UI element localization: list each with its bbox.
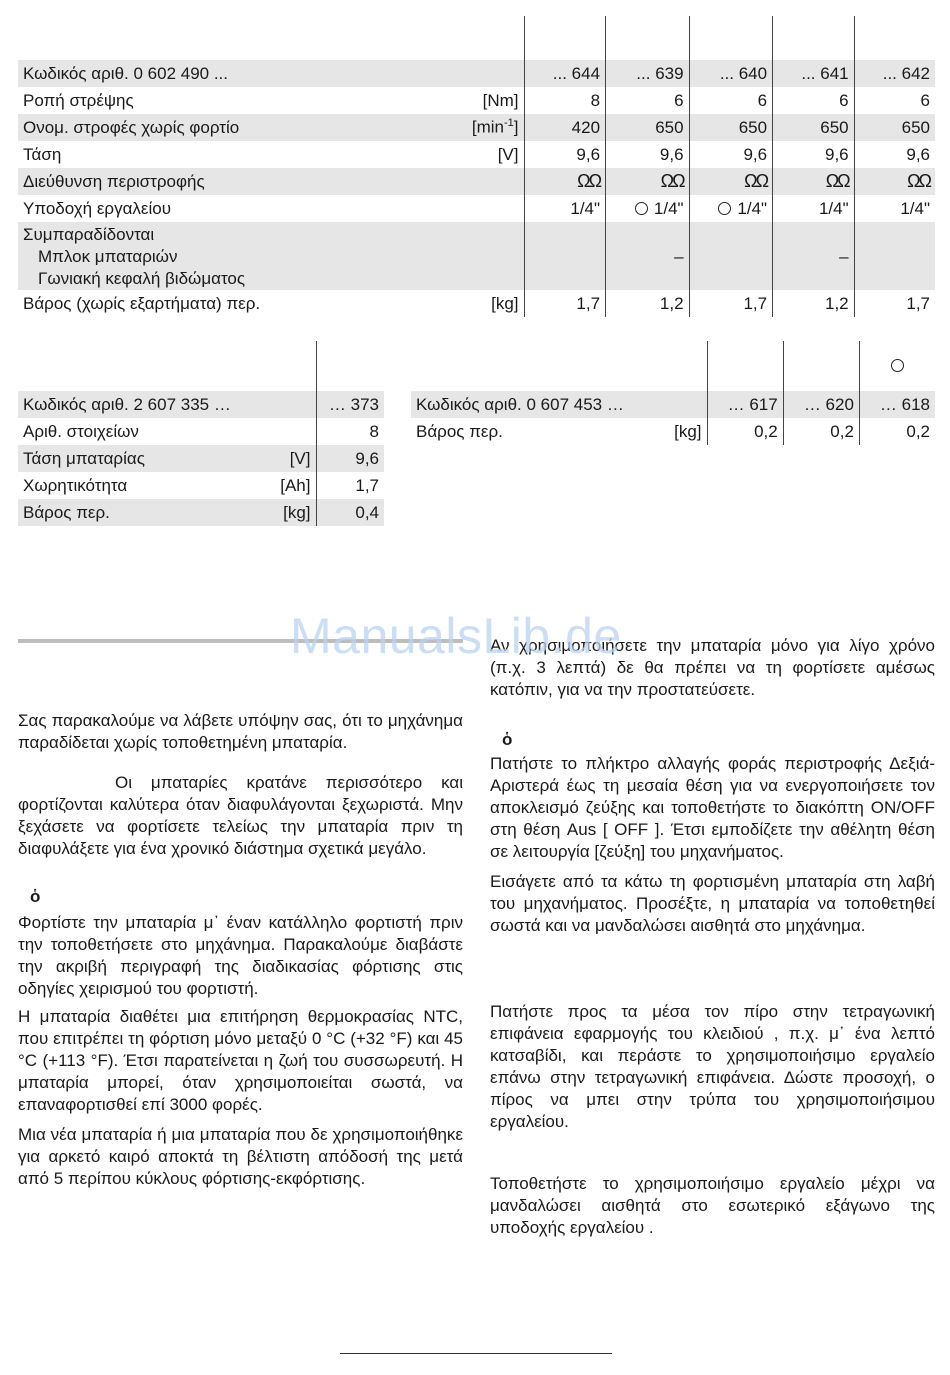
battery-label: Τάση μπαταρίας xyxy=(18,445,270,472)
angle-head-unit xyxy=(655,391,707,418)
spec-label: Κωδικός αριθ. 0 602 490 ... xyxy=(18,60,448,87)
spec-value: ... 639 xyxy=(606,60,690,87)
spec-value: 650 xyxy=(773,114,855,141)
spec-value: 1/4" xyxy=(737,198,768,218)
spec-unit xyxy=(448,222,524,290)
spec-unit: [V] xyxy=(497,144,519,164)
paragraph: Εισάγετε από τα κάτω τη φορτισμένη μπαταρία στη λαβή του μηχανήματος. Προσέξτε, η μπαταρία να τοποθετηθεί σωστά και να μανδαλώσει αισθητά στο μηχάνημα. xyxy=(490,872,935,935)
left-column xyxy=(18,710,463,1190)
rotation-direction-icon: ΩΩ xyxy=(825,171,849,191)
angle-head-label: Βάρος περ. xyxy=(416,421,503,441)
spec-value: 1,7 xyxy=(689,290,773,317)
paragraph: Μια νέα μπαταρία ή μια μπαταρία που δε χρησιμοποιήθηκε για αρκετό καιρό αποκτά τη βέλτιστη απόδοσή της μετά από 5 περίπου κύκλους φόρτισης-εκφόρτισης. xyxy=(18,1125,463,1188)
paragraph: Τοποθετήστε το χρησιμοποιήσιμο εργαλείο μέχρι να μανδαλώσει αισθητά στο εσωτερικό εξάγωνο της υποδοχής εργαλείου . xyxy=(490,1174,935,1237)
spec-row-tool-holder xyxy=(18,195,935,222)
spec-sublabel: Μπλοκ μπαταριών xyxy=(38,247,178,266)
battery-row xyxy=(18,499,384,526)
section-mark: ὁ xyxy=(502,730,513,749)
spec-value: 650 xyxy=(689,114,773,141)
angle-head-value: 0,2 xyxy=(859,418,935,445)
spec-value: 1/4" xyxy=(773,195,855,222)
spec-value: 1,7 xyxy=(524,290,606,317)
rotation-direction-icon: ΩΩ xyxy=(660,171,684,191)
paragraph: Οι μπαταρίες κρατάνε περισσότερο και φορτίζονται καλύτερα όταν διαφυλάγονται ξεχωριστά. Μην ξεχάσετε να φορτίσετε τελείως την μπαταρία πριν τη διαφυλάξετε για ένα χρονικό διάστημα σχετικά μεγάλο. xyxy=(18,773,463,858)
paragraph: Πατήστε προς τα μέσα τον πίρο στην τετραγωνική επιφάνεια εφαρμογής του κλειδιού , π.χ. μ᾽ ένα λεπτό κατσαβίδι, και περάστε το χρησιμοποιήσιμο εργαλείο επάνω στην τετραγωνική επιφάνεια. Δώστε προσοχή, ο πίρος να μπει στην τρύπα του χρησιμοποιήσιμου εργαλείου. xyxy=(490,1002,935,1131)
spec-label: Τάση xyxy=(23,144,62,164)
specifications-table xyxy=(18,16,935,317)
spec-value: 1/4" xyxy=(854,195,935,222)
paragraph: Φορτίστε την μπαταρία μ᾽ έναν κατάλληλο φορτιστή πριν την τοποθετήσετε στο μηχάνημα. Παρακαλούμε διαβάστε την ακριβή περιγραφή της διαδικασίας φόρτισης στις οδηγίες χειρισμού του φορτιστή. xyxy=(18,913,463,998)
spec-unit xyxy=(448,195,524,222)
rotation-direction-icon: ΩΩ xyxy=(577,171,601,191)
spec-value: 650 xyxy=(606,114,690,141)
rotation-direction-icon: ΩΩ xyxy=(907,171,930,191)
angle-head-value: … 617 xyxy=(707,391,783,418)
section-mark: ὁ xyxy=(30,887,41,906)
spec-label: Συμπαραδίδονται xyxy=(23,225,155,244)
spec-value: 1/4" xyxy=(653,198,684,218)
angle-head-row xyxy=(411,391,935,418)
spec-label: Διεύθυνση περιστροφής xyxy=(18,168,448,195)
battery-unit: [V] xyxy=(270,445,316,472)
spec-value: 9,6 xyxy=(606,141,690,168)
angle-head-value: … 620 xyxy=(783,391,859,418)
right-column xyxy=(490,635,935,1239)
battery-value: 8 xyxy=(316,418,384,445)
paragraph: Σας παρακαλούμε να λάβετε υπόψην σας, ότι το μηχάνημα παραδίδεται χωρίς τοποθετημένη μπαταρία. xyxy=(18,711,463,752)
spec-value: ... 642 xyxy=(854,60,935,87)
battery-row xyxy=(18,445,384,472)
spec-unit: $[\min^{-1}]$ xyxy=(448,114,524,141)
paragraph: Πατήστε το πλήκτρο αλλαγής φοράς περιστροφής Δεξιά-Αριστερά έως τη μεσαία θέση για να ενεργοποιήσετε τον αποκλεισμό ζεύξης και τοποθετήστε το διακόπτη ON/OFF στη θέση Aus [ OFF ]. Έτσι εμποδίζετε την αθέλητη θέση σε λειτουργία [ζεύξη] του μηχανήματος. xyxy=(490,754,935,861)
battery-label: Χωρητικότητα xyxy=(23,475,128,495)
battery-value: 9,6 xyxy=(316,445,384,472)
angle-head-value: 0,2 xyxy=(707,418,783,445)
battery-row xyxy=(18,418,384,445)
spec-value: 650 xyxy=(854,114,935,141)
battery-label: Βάρος περ. xyxy=(18,499,270,526)
spec-label: Ροπή στρέψης xyxy=(23,90,134,110)
spec-value: – xyxy=(606,222,690,290)
battery-row xyxy=(18,472,384,499)
spec-value: 9,6 xyxy=(524,141,606,168)
paragraph: Αν χρησιμοποιήσετε την μπαταρία μόνο για λίγο χρόνο (π.χ. 3 λεπτά) δε θα πρέπει να τη φορτίσετε αμέσως κατόπιν, για να την προστατεύσετε. xyxy=(490,636,935,699)
battery-unit: [kg] xyxy=(270,499,316,526)
battery-unit xyxy=(270,418,316,445)
spec-value: – xyxy=(773,222,855,290)
spec-unit: [Nm] xyxy=(482,90,519,110)
spec-value xyxy=(524,222,606,290)
spec-sublabel: Γωνιακή κεφαλή βιδώματος xyxy=(38,269,246,288)
spec-unit: [kg] xyxy=(491,293,519,313)
spec-value: ... 644 xyxy=(524,60,606,87)
footer-divider xyxy=(340,1353,612,1354)
spec-label: Ονομ. στροφές χωρίς φορτίο xyxy=(18,114,448,141)
spec-value: 1,2 xyxy=(773,290,855,317)
angle-head-value: … 618 xyxy=(859,391,935,418)
spec-value: 1,7 xyxy=(854,290,935,317)
spec-row-weight xyxy=(18,290,935,317)
angle-head-table xyxy=(411,341,935,445)
spec-value xyxy=(854,222,935,290)
spec-row-torque xyxy=(18,87,935,114)
angle-head-unit: [kg] xyxy=(674,421,702,441)
battery-unit xyxy=(270,391,316,418)
angle-head-value: 0,2 xyxy=(783,418,859,445)
spec-unit xyxy=(448,60,524,87)
spec-value: ... 641 xyxy=(773,60,855,87)
battery-label: Κωδικός αριθ. 2 607 335 … xyxy=(18,391,270,418)
spec-row-rotation xyxy=(18,168,935,195)
spec-value: 9,6 xyxy=(773,141,855,168)
spec-label: Βάρος (χωρίς εξαρτήματα) περ. xyxy=(23,293,261,313)
spec-row-speed xyxy=(18,114,935,141)
spec-value xyxy=(689,222,773,290)
watermark: ManualsLib.de xyxy=(290,608,622,664)
battery-label: Αριθ. στοιχείων xyxy=(23,421,139,441)
spec-label: Υποδοχή εργαλείου xyxy=(23,198,172,218)
spec-row-voltage xyxy=(18,141,935,168)
battery-unit: [Ah] xyxy=(280,475,311,495)
spec-value: 9,6 xyxy=(689,141,773,168)
spec-value: 6 xyxy=(689,87,773,114)
spec-value: 6 xyxy=(854,87,935,114)
spec-value: 1/4" xyxy=(524,195,606,222)
circle-icon xyxy=(718,202,731,215)
circle-icon xyxy=(891,359,904,372)
spec-value: 8 xyxy=(524,87,606,114)
spec-value: ... 640 xyxy=(689,60,773,87)
spec-row-included xyxy=(18,222,935,290)
spec-value: 6 xyxy=(773,87,855,114)
battery-value: 1,7 xyxy=(316,472,384,499)
spec-value: 6 xyxy=(606,87,690,114)
spec-unit xyxy=(448,168,524,195)
angle-head-row xyxy=(411,418,935,445)
rotation-direction-icon: ΩΩ xyxy=(744,171,768,191)
circle-icon xyxy=(635,202,648,215)
battery-value: … 373 xyxy=(316,391,384,418)
spec-value: 420 xyxy=(524,114,606,141)
paragraph: Η μπαταρία διαθέτει μια επιτήρηση θερμοκρασίας NTC, που επιτρέπει τη φόρτιση μόνο μεταξύ 0 °C (+32 °F) και 45 °C (+113 °F). Έτσι παρατείνεται η ζωή του συσσωρευτή. Η μπαταρία μπορεί, όταν χρησιμοποιείται σωστά, να επαναφορτισθεί επί 3000 φορές. xyxy=(18,1007,463,1114)
angle-head-label: Κωδικός αριθ. 0 607 453 … xyxy=(411,391,655,418)
spec-value: 1,2 xyxy=(606,290,690,317)
battery-value: 0,4 xyxy=(316,499,384,526)
battery-row xyxy=(18,391,384,418)
spec-value: 9,6 xyxy=(854,141,935,168)
spec-row-code xyxy=(18,60,935,87)
battery-table xyxy=(18,341,384,526)
